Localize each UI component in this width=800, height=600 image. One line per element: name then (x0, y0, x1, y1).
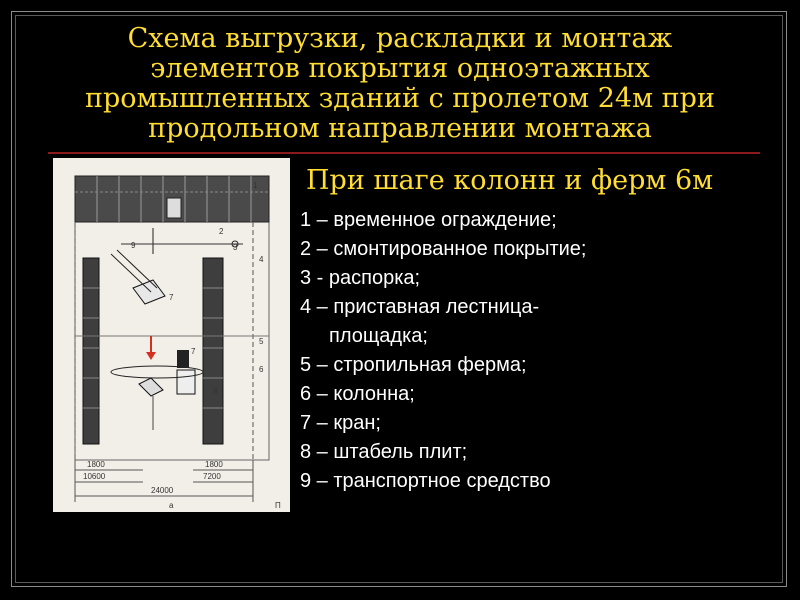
dimension-label: 1800 (205, 460, 223, 469)
figure-label: 9 (131, 241, 136, 250)
slab-stack-left (83, 258, 99, 444)
mounted-roof-panels (75, 176, 269, 222)
dimension-label: 1800 (87, 460, 105, 469)
slide-subtitle: При шаге колонн и ферм 6м (306, 165, 714, 196)
figure-label: 8 (213, 387, 218, 396)
title-line-4: продольном направлении монтажа (148, 113, 652, 144)
legend-item: 5 – стропильная ферма; (300, 354, 527, 376)
figure-label: 6 (259, 365, 264, 374)
figure-caption: а (169, 501, 174, 510)
legend-item: 2 – смонтированное покрытие; (300, 238, 587, 260)
figure-label: 7 (191, 347, 196, 356)
legend-item: 9 – транспортное средство (300, 470, 551, 492)
legend-item: 7 – кран; (300, 412, 381, 434)
dimension-label: 24000 (151, 486, 174, 495)
title-divider (48, 152, 760, 154)
figure-label: 1 (253, 181, 258, 190)
figure-label: 7 (169, 293, 174, 302)
legend-list (300, 206, 586, 496)
figure-label: 3 (233, 243, 238, 252)
slab-stack-right (203, 258, 223, 444)
figure-label: 5 (259, 337, 264, 346)
erection-scheme-figure (53, 158, 290, 512)
legend-item-continuation: площадка; (329, 325, 428, 347)
scheme-drawing (53, 158, 290, 512)
dimension-label: 10600 (83, 472, 106, 481)
legend-item: 4 – приставная лестница- (300, 296, 540, 318)
dimension-label: 7200 (203, 472, 221, 481)
crane-lower (111, 350, 203, 430)
slide-title (40, 24, 760, 144)
page-mark: П (275, 501, 281, 510)
title-line-2: элементов покрытия одноэтажных (150, 53, 650, 84)
red-arrow-icon (146, 336, 156, 360)
legend-item: 8 – штабель плит; (300, 441, 468, 463)
legend-item: 3 - распорка; (300, 267, 421, 289)
figure-label: 2 (219, 227, 224, 236)
title-line-1: Схема выгрузки, раскладки и монтаж (127, 23, 673, 54)
figure-label: 4 (259, 255, 264, 264)
column-lines (75, 222, 269, 460)
legend-item: 6 – колонна; (300, 383, 415, 405)
legend-item: 1 – временное ограждение; (300, 209, 557, 231)
title-line-3: промышленных зданий с пролетом 24м при (85, 83, 715, 114)
